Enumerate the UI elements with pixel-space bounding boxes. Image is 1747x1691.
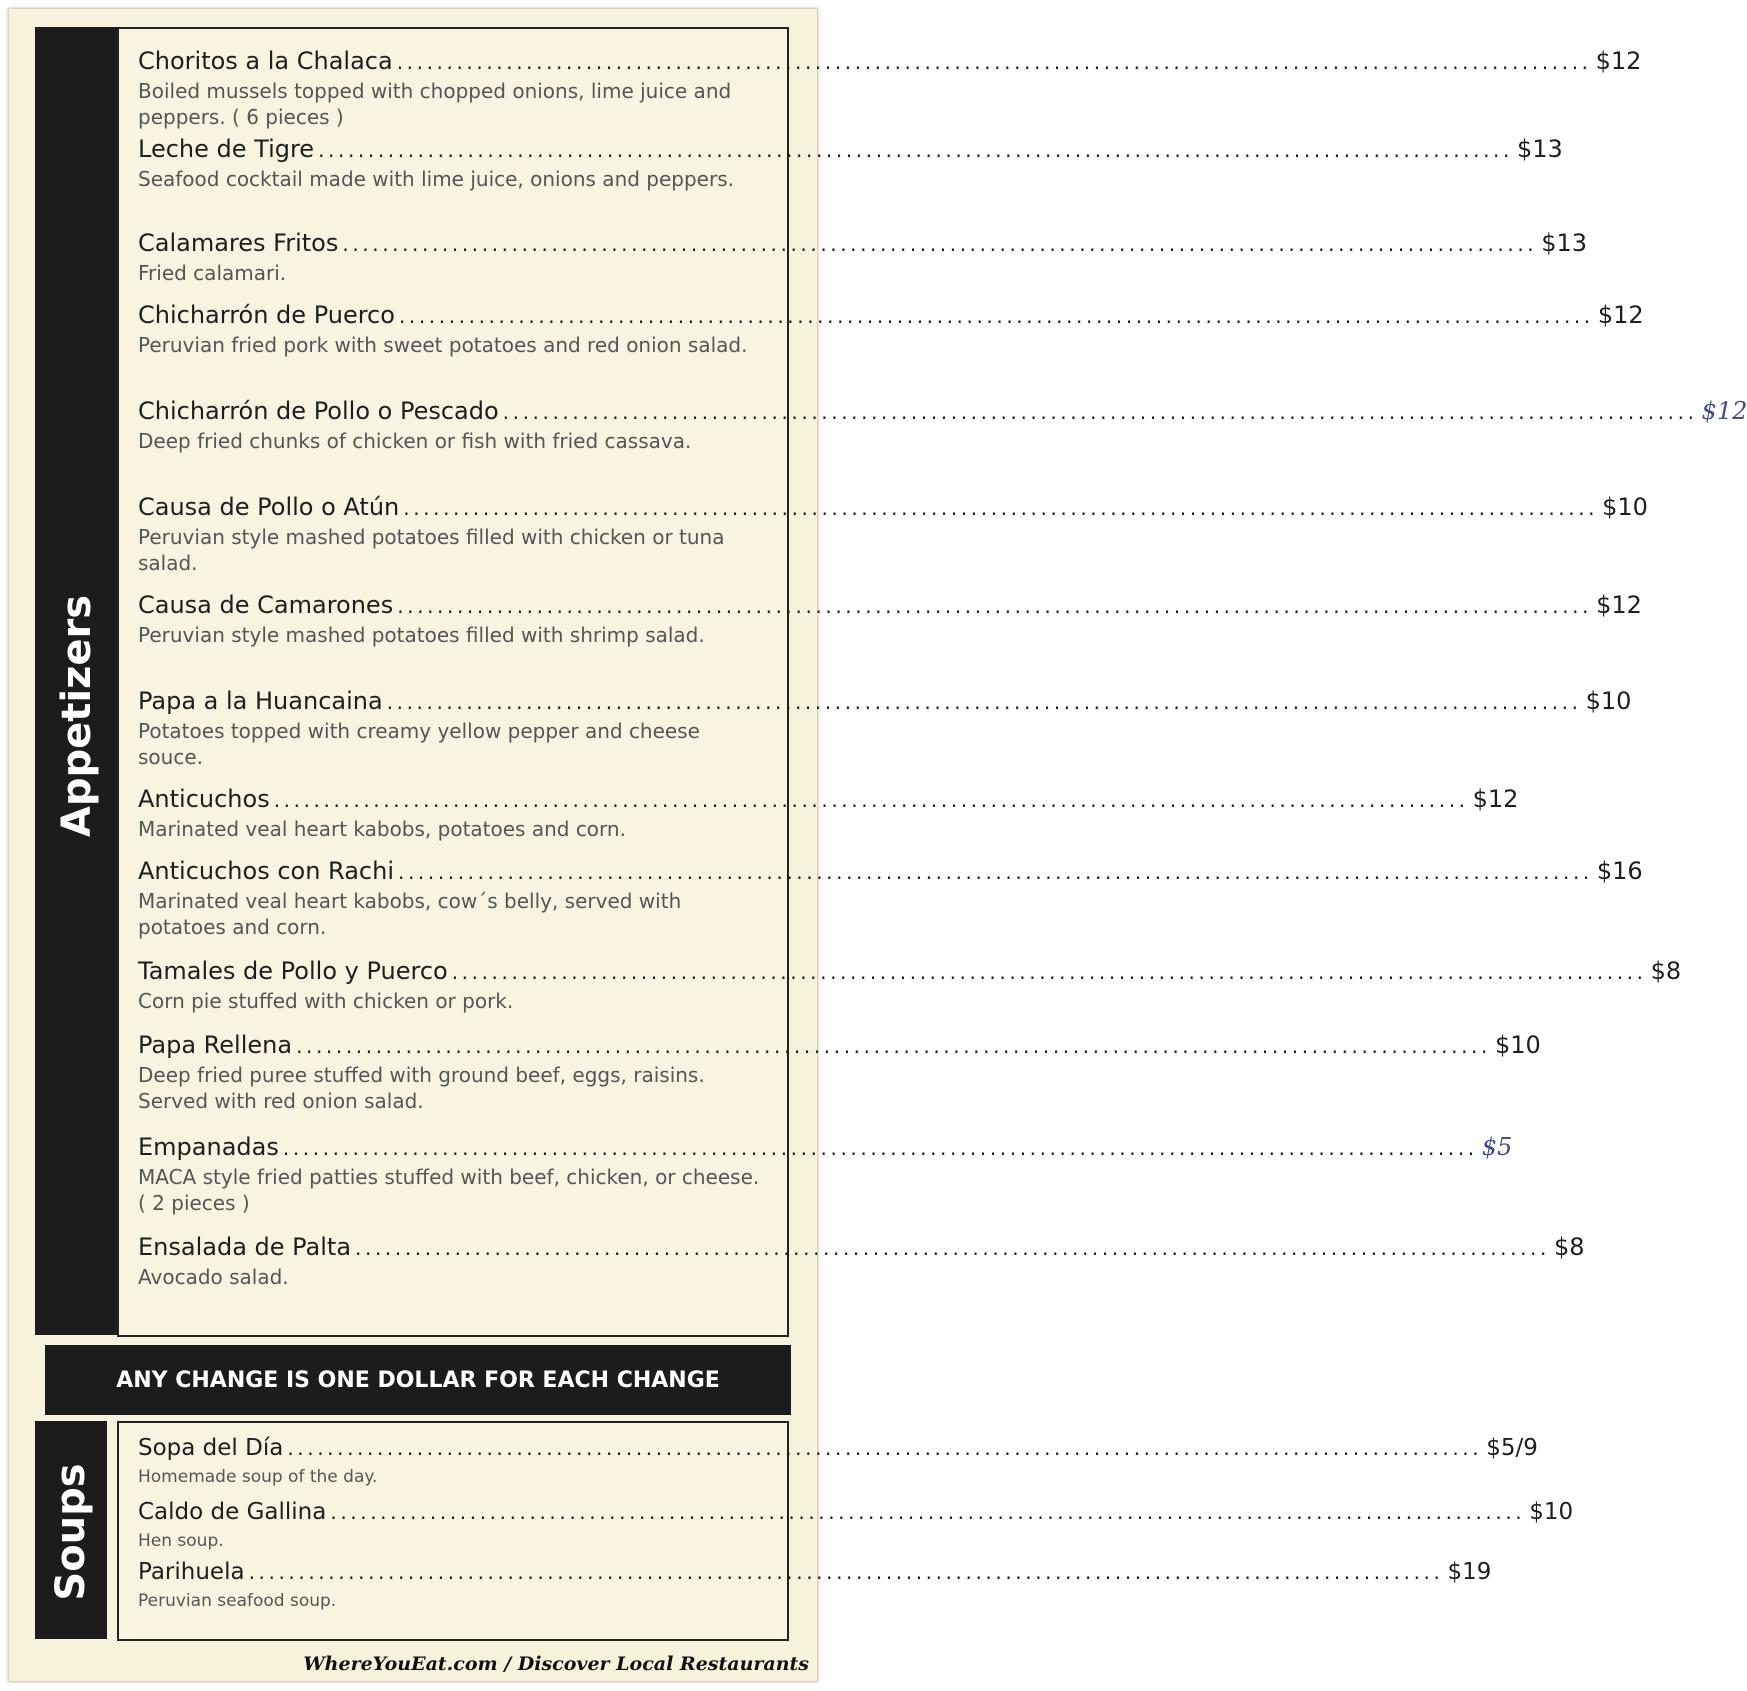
menu-item-description: Seafood cocktail made with lime juice, onions and peppers. [138,167,734,191]
menu-item-description: Deep fried chunks of chicken or fish with fried cassava. [138,429,692,453]
menu-item-name: Choritos a la Chalaca [138,47,393,75]
appetizers-band [35,27,119,1335]
menu-item-header [138,1031,1541,1061]
menu-item-description: Fried calamari. [138,261,287,285]
menu-item-name: Tamales de Pollo y Puerco [138,957,448,985]
dot-leader: ........................................................................................................................ [403,496,1599,520]
dot-leader: ........................................................................................................................ [396,50,1592,74]
menu-item-description: Deep fried puree stuffed with ground beef, eggs, raisins. Served with red onion salad. [138,1063,705,1113]
menu-item-name: Caldo de Gallina [138,1499,327,1525]
menu-item [138,135,1563,192]
menu-item-price: $8 [1650,957,1682,985]
menu-item-price: $10 [1585,687,1632,715]
menu-item-header [138,957,1682,987]
menu-item [138,47,1642,130]
menu-item-name: Causa de Pollo o Atún [138,493,400,521]
menu-item-header [138,301,1644,331]
menu-item-name: Sopa del Día [138,1435,284,1461]
menu-item-description: Marinated veal heart kabobs, cow´s belly, served with potatoes and corn. [138,889,682,939]
menu-item-name: Chicharrón de Pollo o Pescado [138,397,499,425]
menu-item-header [138,591,1642,621]
footer-credit: WhereYouEat.com / Discover Local Restaurants [303,1653,809,1675]
menu-item [138,785,1519,842]
menu-item-name: Anticuchos con Rachi [138,857,394,885]
menu-item-price: $8 [1553,1233,1585,1261]
menu-item-price: $19 [1447,1559,1492,1585]
menu-item-header [138,1133,1513,1163]
menu-item-name: Papa a la Huancaina [138,687,383,715]
menu-item-description: Avocado salad. [138,1265,289,1289]
menu-item [138,857,1643,940]
menu-item [138,687,1632,770]
menu-page [8,8,1747,1682]
menu-item-description: Peruvian style mashed potatoes filled with shrimp salad. [138,623,705,647]
menu-item-name: Empanadas [138,1133,279,1161]
menu-item-header [138,1499,1574,1529]
menu-item-header [138,1559,1492,1589]
menu-item-price: $12 [1597,301,1644,329]
dot-leader: ........................................................................................................................ [318,138,1513,162]
menu-item [138,957,1682,1014]
menu-item-price: $5/9 [1486,1435,1538,1461]
dot-leader: ........................................................................................................................ [273,788,1469,812]
menu-item [138,1559,1492,1612]
menu-item-header [138,687,1632,717]
menu-item-price: $13 [1541,229,1588,257]
menu-item-description: Homemade soup of the day. [138,1467,378,1487]
menu-item-header [138,857,1643,887]
menu-item-header [138,1233,1585,1263]
menu-item-price: $10 [1529,1499,1574,1525]
menu-item-header [138,1435,1538,1465]
menu-item-header [138,135,1563,165]
menu-item [138,1031,1541,1114]
dot-leader: ........................................................................................................................ [296,1034,1491,1058]
menu-item-price: $10 [1494,1031,1541,1059]
menu-item-description: Peruvian seafood soup. [138,1591,337,1611]
appetizers-title: Appetizers [54,594,100,838]
dot-leader: ........................................................................................................................ [397,594,1593,618]
menu-item-price: $12 [1701,397,1747,425]
menu-item [138,1499,1574,1552]
dot-leader: ........................................................................................................................ [397,860,1593,884]
menu-item [138,229,1588,286]
menu-item-description: Peruvian fried pork with sweet potatoes and red onion salad. [138,333,748,357]
menu-item [138,591,1642,648]
change-notice: ANY CHANGE IS ONE DOLLAR FOR EACH CHANGE [45,1345,791,1415]
menu-item-header [138,493,1648,523]
menu-item-header [138,397,1747,427]
menu-item-price: $12 [1472,785,1519,813]
menu-item-name: Leche de Tigre [138,135,315,163]
menu-item-description: Corn pie stuffed with chicken or pork. [138,989,514,1013]
menu-item-name: Parihuela [138,1559,245,1585]
dot-leader: ........................................................................................................................ [386,690,1582,714]
menu-item [138,1435,1538,1488]
dot-leader: ........................................................................................................................ [330,1500,1526,1524]
dot-leader: ........................................................................................................................ [355,1236,1550,1260]
menu-item [138,397,1747,454]
menu-item-price: $12 [1596,591,1642,619]
appetizers-list [117,27,1747,1337]
soups-title: Soups [48,1463,94,1601]
menu-item-description: Potatoes topped with creamy yellow pepper and cheese souce. [138,719,700,769]
menu-item-price: $5 [1481,1133,1513,1161]
menu-item-description: Marinated veal heart kabobs, potatoes and corn. [138,817,626,841]
menu-item-name: Anticuchos [138,785,270,813]
menu-item-name: Papa Rellena [138,1031,293,1059]
menu-item-price: $12 [1595,47,1642,75]
menu-item-description: MACA style fried patties stuffed with beef, chicken, or cheese. ( 2 pieces ) [138,1165,760,1215]
menu-item [138,1133,1513,1216]
menu-item-description: Boiled mussels topped with chopped onions, lime juice and peppers. ( 6 pieces ) [138,79,732,129]
menu-item-name: Calamares Fritos [138,229,339,257]
dot-leader: ........................................................................................................................ [248,1560,1444,1584]
menu-item-header [138,47,1642,77]
dot-leader: ........................................................................................................................ [287,1436,1483,1460]
dot-leader: ........................................................................................................................ [342,232,1538,256]
menu-item-description: Peruvian style mashed potatoes filled with chicken or tuna salad. [138,525,725,575]
menu-item-price: $16 [1596,857,1643,885]
dot-leader: ........................................................................................................................ [451,960,1647,984]
menu-item-name: Causa de Camarones [138,591,394,619]
menu-item-name: Chicharrón de Puerco [138,301,395,329]
menu-item-name: Ensalada de Palta [138,1233,352,1261]
menu-item-header [138,229,1588,259]
dot-leader: ........................................................................................................................ [502,400,1698,424]
menu-item-description: Hen soup. [138,1531,224,1551]
soups-band [35,1421,107,1639]
menu-item-header [138,785,1519,815]
menu-item [138,301,1644,358]
menu-item-price: $13 [1516,135,1563,163]
dot-leader: ........................................................................................................................ [398,304,1594,328]
menu-item [138,1233,1585,1290]
menu-item [138,493,1648,576]
soups-list [117,1421,1574,1641]
dot-leader: ........................................................................................................................ [282,1136,1478,1160]
menu-item-price: $10 [1602,493,1648,521]
